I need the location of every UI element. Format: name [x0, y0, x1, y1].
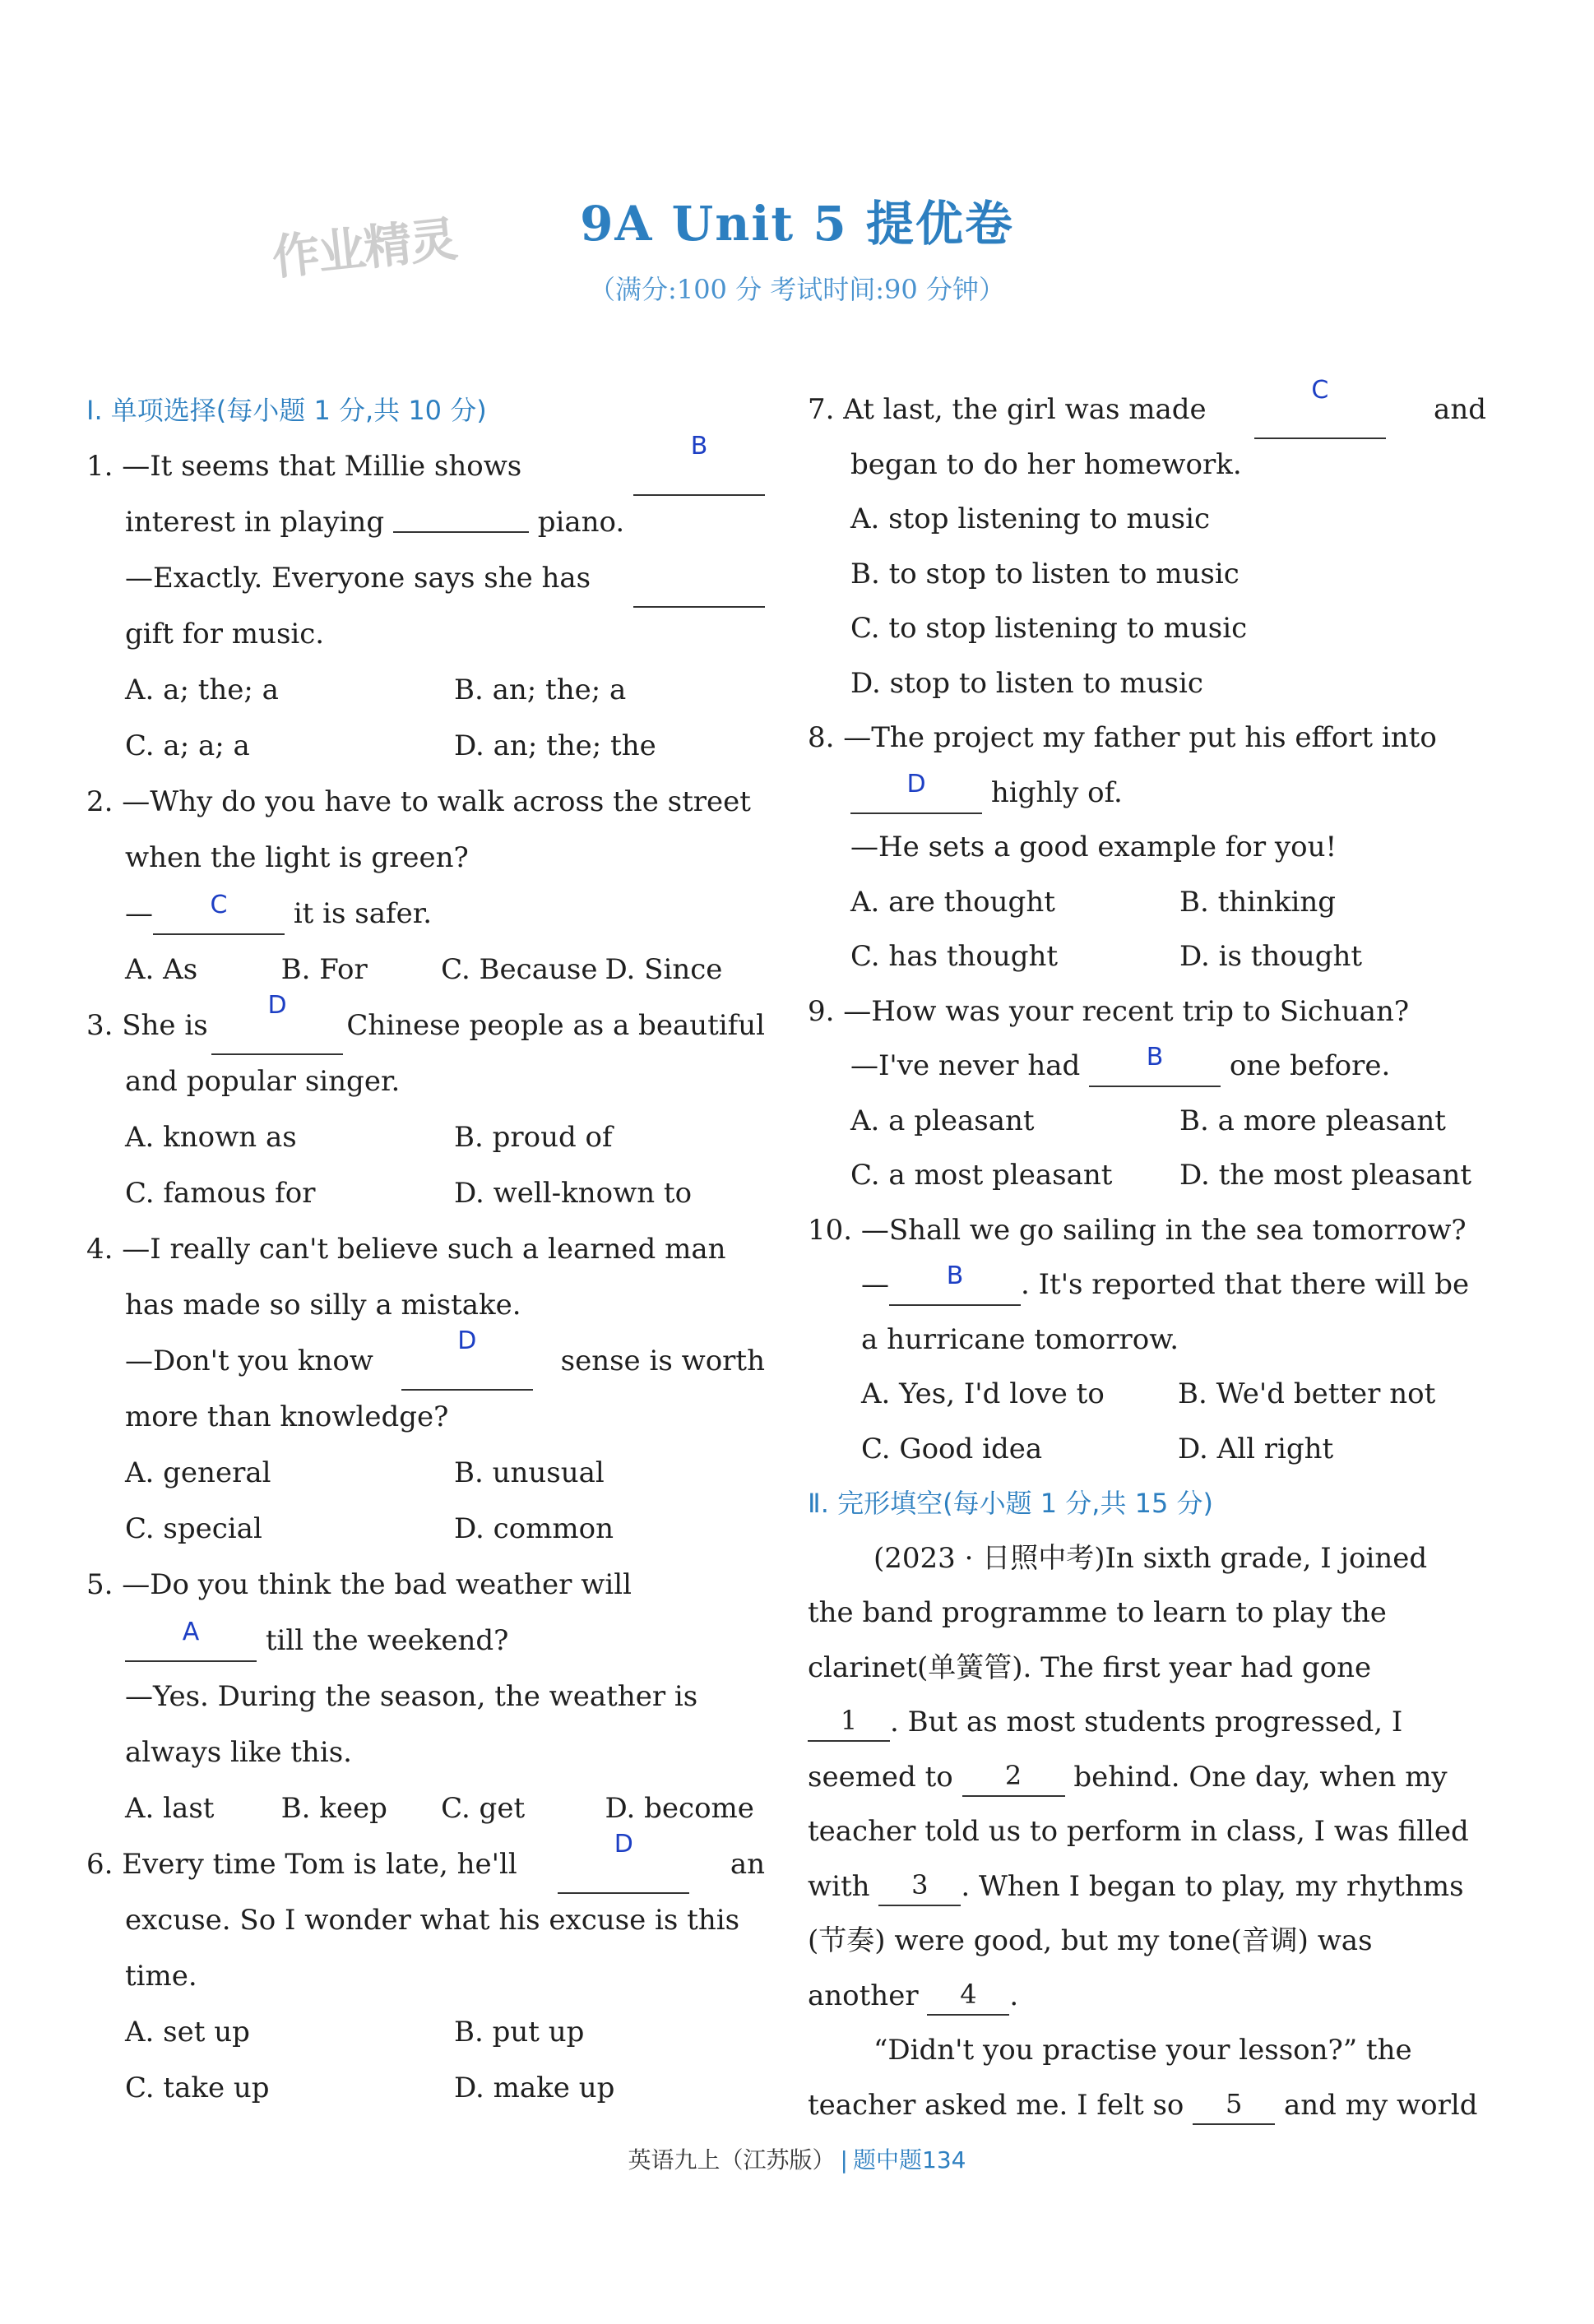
- q1-blank-1[interactable]: [633, 432, 765, 496]
- cloze-blank-5-number: 5: [1226, 2087, 1243, 2119]
- q5-answer: A: [182, 1618, 200, 1646]
- q3-option-a[interactable]: A. known as: [125, 1121, 297, 1154]
- q8-option-a[interactable]: A. are thought: [850, 885, 1055, 919]
- question-1-line-1: [86, 432, 765, 494]
- footer-book-title: 英语九上（江苏版）: [628, 2146, 836, 2174]
- q5-option-a[interactable]: A. last: [125, 1792, 215, 1825]
- question-5-line-4: always like this.: [125, 1736, 352, 1769]
- q7-answer: C: [1311, 376, 1329, 405]
- q2-answer: C: [210, 891, 228, 919]
- q8-text-post: highly of.: [990, 775, 1123, 809]
- q2-blank[interactable]: [153, 891, 285, 935]
- question-6-line-2: excuse. So I wonder what his excuse is this: [125, 1904, 740, 1937]
- cloze-line-7: [808, 1859, 1486, 1914]
- question-4-line-1: 4. —I really can't believe such a learned man: [86, 1233, 726, 1266]
- cloze-line-2: the band programme to learn to play the: [808, 1596, 1387, 1629]
- question-5-line-2: [86, 1613, 765, 1669]
- cloze-line-4: [808, 1695, 1486, 1750]
- q9-options-cd: [808, 1148, 1486, 1203]
- question-10-line-2: [808, 1257, 1486, 1312]
- left-column: [86, 382, 765, 2116]
- q2-options: [86, 942, 765, 998]
- question-5-line-1: 5. —Do you think the bad weather will: [86, 1568, 632, 1601]
- q4-blank[interactable]: [401, 1326, 533, 1391]
- q7-text-post: and: [1434, 393, 1486, 426]
- q7-option-c[interactable]: C. to stop listening to music: [850, 612, 1248, 645]
- q4-text-post: sense is worth: [560, 1345, 765, 1377]
- q4-text-pre: —Don't you know: [125, 1345, 373, 1377]
- q10-text-post: . It's reported that there will be: [1021, 1268, 1470, 1301]
- cloze-text-5b: behind. One day, when my: [1073, 1760, 1448, 1794]
- q9-text-pre: —I've never had: [850, 1049, 1081, 1082]
- q7-blank[interactable]: [1254, 376, 1386, 439]
- q6-option-b[interactable]: B. put up: [454, 2016, 585, 2049]
- q6-options-ab: [86, 2004, 765, 2060]
- question-9-line-2: [808, 1039, 1486, 1094]
- question-3-line-2: and popular singer.: [125, 1065, 401, 1098]
- q8-option-b[interactable]: B. thinking: [1179, 885, 1337, 919]
- q1-blank-2[interactable]: [393, 531, 529, 533]
- q5-blank[interactable]: [125, 1618, 257, 1662]
- q6-answer: D: [614, 1830, 633, 1859]
- q1-blank-3[interactable]: [633, 552, 765, 608]
- q8-options-cd: [808, 929, 1486, 984]
- q8-option-c[interactable]: C. has thought: [850, 940, 1059, 973]
- question-1-line-4: gift for music.: [125, 618, 325, 650]
- q5-text-post: till the weekend?: [265, 1624, 509, 1657]
- q2-option-b[interactable]: B. For: [280, 953, 368, 986]
- q9-blank[interactable]: [1089, 1043, 1221, 1087]
- question-4-line-4: more than knowledge?: [125, 1400, 449, 1433]
- q6-blank[interactable]: [558, 1830, 689, 1894]
- q2-option-c[interactable]: C. Because: [441, 953, 598, 986]
- q7-option-a[interactable]: A. stop listening to music: [850, 502, 1210, 535]
- cloze-line-1: (2023 · 日照中考)In sixth grade, I joined: [873, 1541, 1428, 1575]
- q1-option-d[interactable]: D. an; the; the: [454, 729, 656, 762]
- question-2-line-1: 2. —Why do you have to walk across the street: [86, 785, 751, 818]
- q4-options-cd: [86, 1501, 765, 1557]
- question-10-line-3: a hurricane tomorrow.: [861, 1322, 1179, 1356]
- question-6-line-3: time.: [125, 1960, 197, 1993]
- cloze-blank-2[interactable]: [962, 1759, 1065, 1797]
- question-4-line-3: [86, 1326, 765, 1389]
- page-title: 9A Unit 5 提优卷: [580, 196, 1014, 252]
- q6-option-d[interactable]: D. make up: [454, 2072, 615, 2104]
- cloze-text-7a: with: [808, 1869, 870, 1903]
- q2-dash: —: [125, 897, 153, 930]
- cloze-text-9b: .: [1009, 1979, 1019, 2012]
- q6-options-cd: [86, 2060, 765, 2116]
- q9-option-c[interactable]: C. a most pleasant: [850, 1159, 1113, 1192]
- q1-option-a[interactable]: A. a; the; a: [125, 674, 279, 706]
- cloze-line-3: clarinet(单簧管). The first year had gone: [808, 1650, 1372, 1684]
- q2-option-a[interactable]: A. As: [125, 953, 198, 986]
- q2-text-3: it is safer.: [293, 897, 433, 930]
- q6-text-post: an: [730, 1848, 765, 1881]
- cloze-blank-1-number: 1: [840, 1705, 858, 1736]
- q8-blank[interactable]: [850, 769, 982, 814]
- cloze-line-10: “Didn't you practise your lesson?” the: [873, 2034, 1412, 2067]
- q3-answer: D: [267, 991, 287, 1020]
- q9-options-ab: [808, 1094, 1486, 1149]
- watermark-stamp: 作业精灵: [269, 211, 459, 286]
- cloze-line-8: (节奏) were good, but my tone(音调) was: [808, 1924, 1373, 1957]
- q3-options-cd: [86, 1165, 765, 1221]
- q1-text: 1. —It seems that Millie shows: [86, 450, 522, 483]
- q4-answer: D: [457, 1326, 477, 1355]
- q1-text-2b: piano.: [537, 506, 625, 539]
- cloze-text-9a: another: [808, 1979, 919, 2012]
- q3-option-b[interactable]: B. proud of: [454, 1121, 613, 1154]
- q10-blank[interactable]: [889, 1262, 1021, 1306]
- question-5-line-3: —Yes. During the season, the weather is: [125, 1680, 698, 1713]
- q9-answer: B: [1146, 1043, 1164, 1072]
- q6-option-a[interactable]: A. set up: [125, 2016, 250, 2049]
- q3-option-d[interactable]: D. well-known to: [454, 1177, 693, 1210]
- cloze-blank-4-number: 4: [960, 1978, 977, 2010]
- q5-options: [86, 1780, 765, 1836]
- q10-dash: —: [861, 1268, 889, 1301]
- question-8-line-1: 8. —The project my father put his effort into: [808, 721, 1437, 754]
- question-9-line-1: 9. —How was your recent trip to Sichuan?: [808, 994, 1410, 1028]
- q5-option-c[interactable]: C. get: [441, 1792, 526, 1825]
- question-10-line-1: 10. —Shall we go sailing in the sea tomorrow?: [808, 1213, 1467, 1247]
- q4-option-c[interactable]: C. special: [125, 1512, 262, 1545]
- q1-options-ab: [86, 662, 765, 718]
- q7-text-pre: 7. At last, the girl was made: [808, 393, 1207, 426]
- q4-option-b[interactable]: B. unusual: [454, 1456, 605, 1489]
- q10-options-ab: [808, 1367, 1486, 1422]
- page-subtitle: （满分:100 分 考试时间:90 分钟）: [589, 274, 1005, 305]
- question-3-line-1: [86, 991, 765, 1053]
- question-4-line-2: has made so silly a mistake.: [125, 1289, 521, 1322]
- cloze-text-11a: teacher asked me. I felt so: [808, 2088, 1184, 2122]
- q4-option-a[interactable]: A. general: [125, 1456, 271, 1489]
- footer-tag: 题中题: [852, 2146, 922, 2174]
- q9-text-post: one before.: [1229, 1049, 1391, 1082]
- question-2-line-2: when the light is green?: [125, 841, 469, 874]
- q6-option-c[interactable]: C. take up: [125, 2072, 270, 2104]
- cloze-text-5a: seemed to: [808, 1760, 953, 1794]
- q3-text-pre: 3. She is: [86, 1009, 208, 1042]
- q1-text-2a: interest in playing: [125, 506, 385, 539]
- q8-options-ab: [808, 875, 1486, 930]
- cloze-blank-1[interactable]: [808, 1707, 890, 1742]
- q5-option-d[interactable]: D. become: [605, 1792, 754, 1825]
- cloze-text-11b: and my world: [1284, 2088, 1478, 2122]
- cloze-line-5: [808, 1750, 1486, 1805]
- q1-option-c[interactable]: C. a; a; a: [125, 729, 250, 762]
- cloze-text-4: . But as most students progressed, I: [890, 1706, 1403, 1738]
- q8-answer: D: [906, 769, 926, 799]
- question-6-line-1: [86, 1830, 765, 1892]
- q9-option-b[interactable]: B. a more pleasant: [1179, 1104, 1446, 1137]
- q10-option-d[interactable]: D. All right: [1178, 1432, 1334, 1465]
- question-1-line-3: [86, 550, 765, 606]
- cloze-line-9: [808, 1969, 1486, 2024]
- q3-blank[interactable]: [211, 991, 343, 1055]
- question-7-line-2: began to do her homework.: [850, 447, 1242, 481]
- q3-options-ab: [86, 1109, 765, 1165]
- cloze-blank-3[interactable]: [878, 1868, 961, 1906]
- q10-option-c[interactable]: C. Good idea: [861, 1432, 1043, 1465]
- cloze-text-7b: . When I began to play, my rhythms: [961, 1869, 1464, 1903]
- cloze-blank-2-number: 2: [1004, 1759, 1022, 1791]
- q6-text-pre: 6. Every time Tom is late, he'll: [86, 1848, 517, 1881]
- question-7-line-1: [808, 376, 1486, 437]
- q4-options-ab: [86, 1445, 765, 1501]
- q8-option-d[interactable]: D. is thought: [1179, 940, 1363, 973]
- q1-options-cd: [86, 718, 765, 774]
- page-footer: [0, 2142, 1594, 2175]
- cloze-blank-3-number: 3: [911, 1868, 929, 1900]
- section-1-heading: Ⅰ. 单项选择(每小题 1 分,共 10 分): [86, 395, 487, 426]
- question-1-line-2: [86, 494, 765, 550]
- cloze-blank-4[interactable]: [927, 1978, 1009, 2016]
- q10-answer: B: [946, 1262, 964, 1290]
- page-header: [0, 185, 1594, 307]
- q9-option-a[interactable]: A. a pleasant: [850, 1104, 1035, 1137]
- q10-option-a[interactable]: A. Yes, I'd love to: [861, 1377, 1105, 1410]
- q2-option-d[interactable]: D. Since: [605, 953, 723, 986]
- q1-text-3: —Exactly. Everyone says she has: [125, 562, 591, 595]
- question-8-line-2: [808, 766, 1486, 821]
- q4-option-d[interactable]: D. common: [454, 1512, 614, 1545]
- cloze-blank-5[interactable]: [1193, 2087, 1275, 2125]
- q10-option-b[interactable]: B. We'd better not: [1178, 1377, 1436, 1410]
- section-2-heading: Ⅱ. 完形填空(每小题 1 分,共 15 分): [808, 1488, 1214, 1519]
- cloze-line-11: [808, 2078, 1486, 2133]
- q3-option-c[interactable]: C. famous for: [125, 1177, 316, 1210]
- page-number: 134: [922, 2146, 966, 2174]
- q3-text-post: Chinese people as a beautiful: [346, 1009, 765, 1042]
- q5-option-b[interactable]: B. keep: [280, 1792, 387, 1825]
- q7-option-d[interactable]: D. stop to listen to music: [850, 666, 1203, 700]
- question-8-line-3: —He sets a good example for you!: [850, 831, 1337, 863]
- right-column: [808, 376, 1486, 2132]
- q7-option-b[interactable]: B. to stop to listen to music: [850, 557, 1240, 590]
- question-2-line-3: [86, 886, 765, 942]
- footer-separator: |: [840, 2146, 848, 2174]
- q9-option-d[interactable]: D. the most pleasant: [1179, 1159, 1472, 1192]
- q1-answer: B: [690, 432, 708, 461]
- cloze-line-6: teacher told us to perform in class, I was filled: [808, 1815, 1469, 1848]
- q1-option-b[interactable]: B. an; the; a: [454, 674, 627, 706]
- q10-options-cd: [808, 1422, 1486, 1477]
